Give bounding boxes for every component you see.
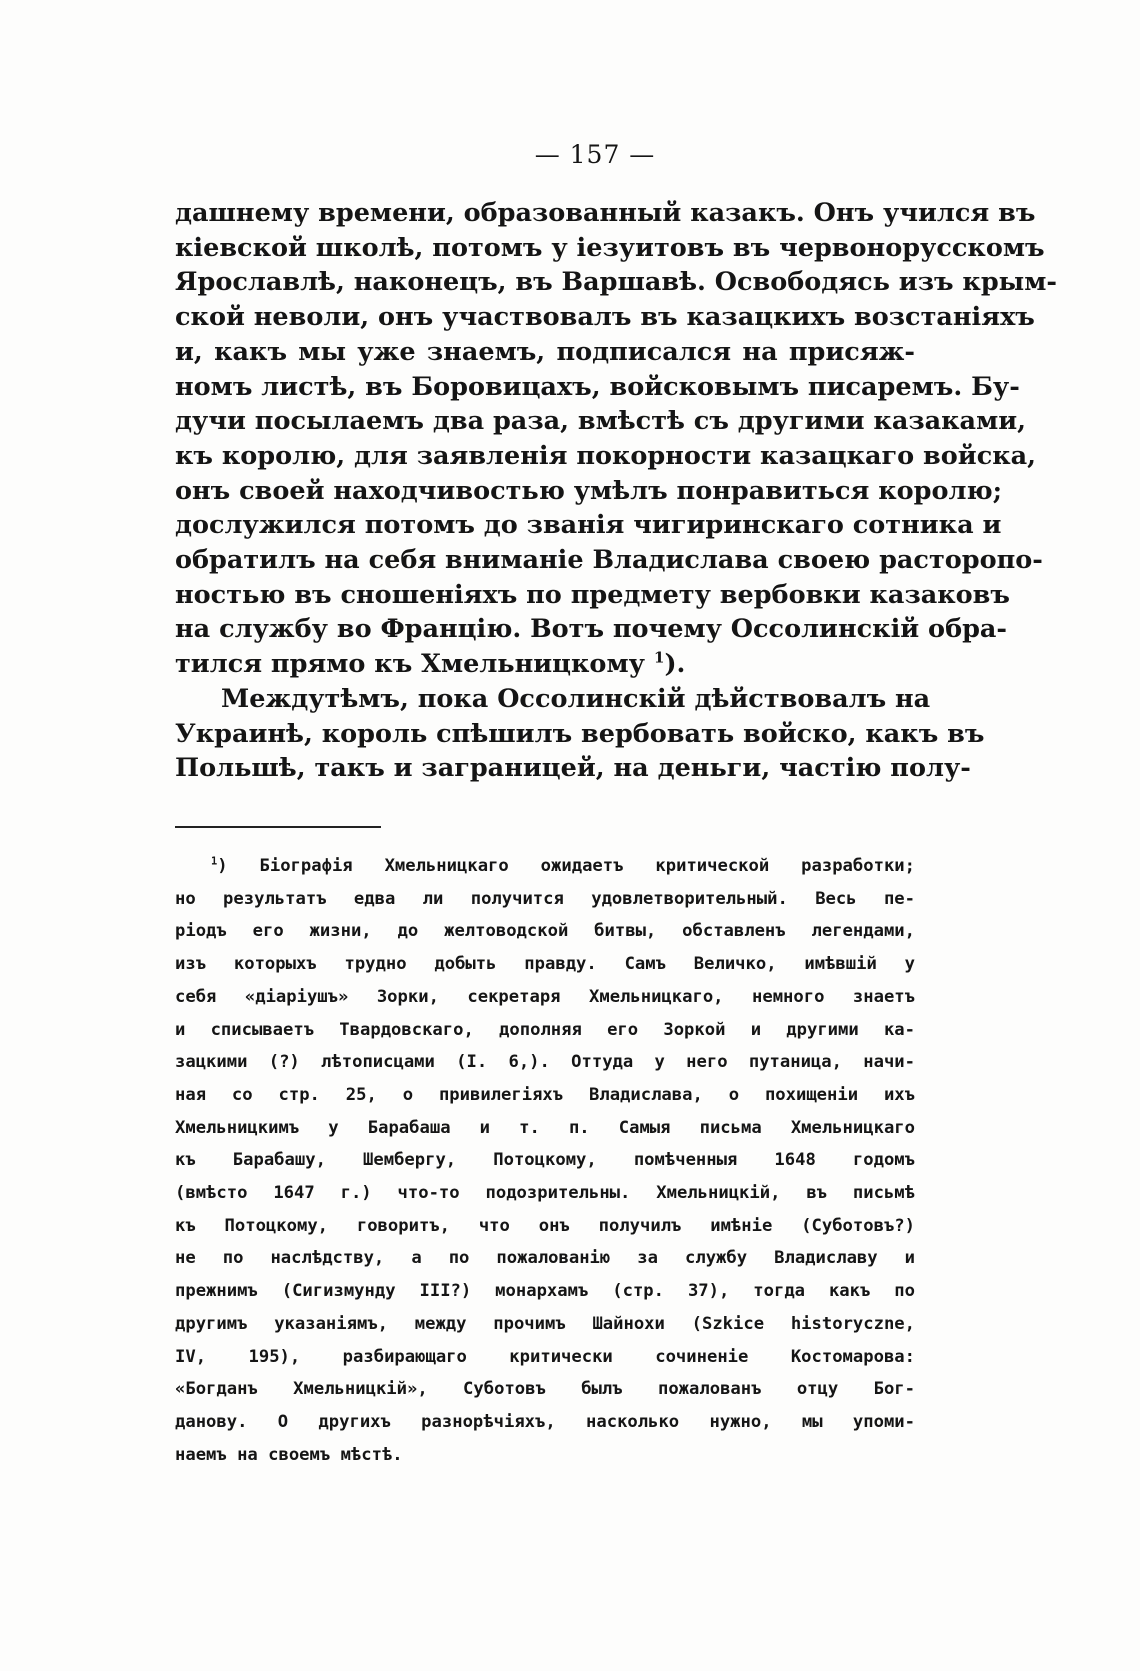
footnote-line: къ Потоцкому, говоритъ, что онъ получилъ имѣніе (Суботовъ?) bbox=[175, 1215, 915, 1236]
main-text bbox=[175, 196, 1057, 786]
footnote-line bbox=[175, 850, 915, 883]
text-line: и, какъ мы уже знаемъ, подписался на присяж- bbox=[175, 336, 915, 367]
footnote-line: «Богданъ Хмельницкій», Суботовъ былъ пожалованъ отцу Бог- bbox=[175, 1379, 915, 1400]
footnote-line: (вмѣсто 1647 г.) что-то подозрительны. Хмельницкій, въ письмѣ bbox=[175, 1183, 915, 1204]
footnote-line: другимъ указаніямъ, между прочимъ Шайнохи (Szkice historyczne, bbox=[175, 1313, 915, 1334]
text-line-last bbox=[175, 647, 915, 682]
footnote-line: зацкими (?) лѣтописцами (I. 6,). Оттуда у него путаница, начи- bbox=[175, 1052, 915, 1073]
text-line: онъ своей находчивостью умѣлъ понравиться королю; bbox=[175, 475, 1003, 506]
footnote-line: ная со стр. 25, о привилегіяхъ Владислава, о похищеніи ихъ bbox=[175, 1084, 915, 1105]
footnote-line: прежнимъ (Сигизмунду III?) монархамъ (стр. 37), тогда какъ по bbox=[175, 1281, 915, 1302]
footnote-line: но результатъ едва ли получится удовлетворительный. Весь пе- bbox=[175, 888, 915, 909]
text-line: номъ листѣ, въ Боровицахъ, войсковымъ писаремъ. Бу- bbox=[175, 371, 1020, 402]
footnote-marker: 1 bbox=[211, 855, 218, 868]
text-fragment: ). bbox=[664, 649, 686, 680]
footnote-line-last: наемъ на своемъ мѣстѣ. bbox=[175, 1444, 403, 1465]
text-line: дослужился потомъ до званія чигиринскаго сотника и bbox=[175, 510, 1002, 541]
text-line: Польшѣ, такъ и заграницей, на деньги, частію полу- bbox=[175, 753, 971, 784]
footnote-divider bbox=[175, 826, 381, 828]
footnote-line: не по наслѣдству, а по пожалованію за службу Владиславу и bbox=[175, 1248, 915, 1269]
footnote-line: себя «діаріушъ» Зорки, секретаря Хмельницкаго, немного знаетъ bbox=[175, 986, 915, 1007]
text-fragment: тился прямо къ Хмельницкому bbox=[175, 649, 645, 680]
footnote-line: и списываетъ Твардовскаго, дополняя его Зоркой и другими ка- bbox=[175, 1019, 915, 1040]
footnote-line: Хмельницкимъ у Барабаша и т. п. Самыя письма Хмельницкаго bbox=[175, 1117, 915, 1138]
text-line: Украинѣ, король спѣшилъ вербовать войско, какъ въ bbox=[175, 718, 985, 749]
text-line: дучи посылаемъ два раза, вмѣстѣ съ другими казаками, bbox=[175, 406, 1027, 437]
text-line: ской неволи, онъ участвовалъ въ казацкихъ возстаніяхъ bbox=[175, 302, 1035, 333]
text-line: кіевской школѣ, потомъ у іезуитовъ въ червонорусскомъ bbox=[175, 232, 1045, 263]
text-line: обратилъ на себя вниманіе Владислава своею расторопо- bbox=[175, 545, 1043, 576]
text-line: ностью въ сношеніяхъ по предмету вербовки казаковъ bbox=[175, 579, 1010, 610]
text-line: дашнему времени, образованный казакъ. Онъ учился въ bbox=[175, 198, 1036, 228]
footnote bbox=[175, 850, 915, 1471]
footnote-reference: 1 bbox=[653, 648, 665, 667]
footnote-line: данову. О другихъ разнорѣчіяхъ, насколько нужно, мы упоми- bbox=[175, 1411, 915, 1432]
text-line: къ королю, для заявленія покорности казацкаго войска, bbox=[175, 440, 1037, 471]
footnote-line: IV, 195), разбирающаго критически сочиненіе Костомарова: bbox=[175, 1346, 915, 1367]
text-line: на службу во Францію. Вотъ почему Оссолинскій обра- bbox=[175, 614, 1008, 645]
page-number: — 157 — bbox=[534, 140, 656, 169]
text-line: Ярославлѣ, наконецъ, въ Варшавѣ. Освободясь изъ крым- bbox=[175, 267, 1057, 298]
footnote-line: къ Барабашу, Шембергу, Потоцкому, помѣченныя 1648 годомъ bbox=[175, 1150, 915, 1171]
footnote-line: ріодъ его жизни, до желтоводской битвы, обставленъ легендами, bbox=[175, 921, 915, 942]
text-fragment: ) Біографія Хмельницкаго ожидаетъ критической разработки; bbox=[217, 856, 915, 876]
text-line: Междутѣмъ, пока Оссолинскій дѣйствовалъ на bbox=[221, 683, 931, 714]
footnote-line: изъ которыхъ трудно добыть правду. Самъ Величко, имѣвшій у bbox=[175, 954, 915, 975]
